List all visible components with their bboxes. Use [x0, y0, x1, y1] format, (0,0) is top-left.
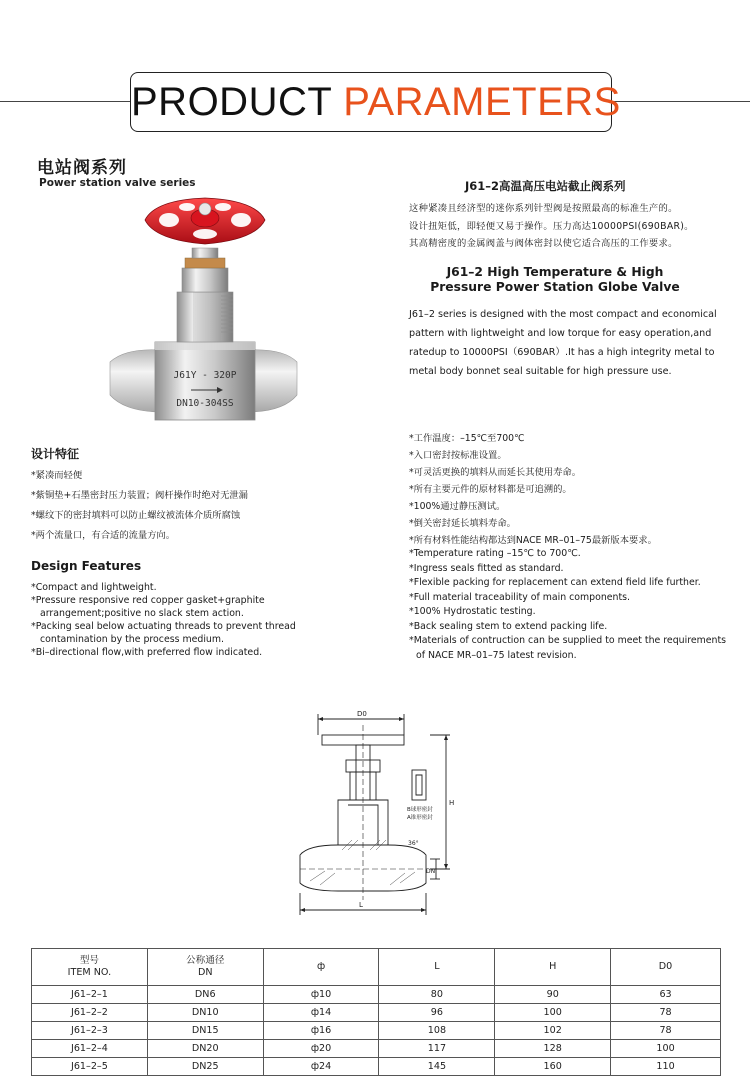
- intro-desc-en-line: J61–2 series is designed with the most compact and economical: [409, 309, 717, 320]
- intro-title-en-line2: Pressure Power Station Globe Valve: [430, 280, 680, 294]
- table-cell: J61–2–1: [32, 986, 148, 1004]
- spec-table: [31, 948, 721, 1076]
- page-title: [130, 72, 621, 132]
- table-cell: J61–2–4: [32, 1040, 148, 1058]
- list-item: *Flexible packing for replacement can extend field life further.: [409, 577, 701, 588]
- list-item: *Temperature rating –15℃ to 700℃.: [409, 548, 581, 559]
- design-features-list-en: [31, 581, 331, 659]
- table-cell: 110: [611, 1058, 721, 1076]
- table-cell: J61–2–3: [32, 1022, 148, 1040]
- specs-list-cn: [409, 430, 657, 549]
- table-row: [32, 1004, 721, 1022]
- table-cell: 160: [495, 1058, 611, 1076]
- intro-title-en: [410, 265, 700, 295]
- list-item: *Compact and lightweight.: [31, 582, 157, 593]
- table-cell: ф10: [263, 986, 379, 1004]
- list-item: *紧凑而轻便: [31, 470, 83, 481]
- header-item-no: [32, 949, 148, 986]
- table-cell: 90: [495, 986, 611, 1004]
- intro-desc-cn-line: 设计扭矩低，即轻便又易于操作。压力高达10000PSI(690BAR)。: [409, 220, 694, 232]
- list-item: *入口密封按标准设置。: [409, 450, 507, 461]
- table-cell: 63: [611, 986, 721, 1004]
- table-cell: ф16: [263, 1022, 379, 1040]
- intro-desc-en-line: ratedup to 10000PSI（690BAR）.It has a high integrity metal to: [409, 347, 715, 358]
- table-cell: 100: [611, 1040, 721, 1058]
- intro-desc-cn-line: 这种紧凑且经济型的迷你系列针型阀是按照最高的标准生产的。: [409, 203, 678, 214]
- table-cell: 102: [495, 1022, 611, 1040]
- table-row: [32, 1022, 721, 1040]
- engraving-line1: J61Y - 320P: [173, 370, 237, 381]
- header-d0: D0: [611, 949, 721, 986]
- table-cell: DN10: [147, 1004, 263, 1022]
- table-cell: DN15: [147, 1022, 263, 1040]
- table-cell: DN6: [147, 986, 263, 1004]
- list-item: *所有主要元件的原材料都是可追溯的。: [409, 484, 572, 495]
- product-photo: [105, 190, 305, 440]
- intro-desc-en: [409, 305, 745, 381]
- list-item: *Bi–directional flow,with preferred flow indicated.: [31, 647, 263, 658]
- design-features-list-cn: [31, 466, 248, 546]
- table-cell: 145: [379, 1058, 495, 1076]
- header-en: DN: [197, 967, 213, 978]
- intro-title-en-line1: J61–2 High Temperature & High: [446, 265, 664, 279]
- list-item: *Pressure responsive red copper gasket+graphite arrangement;positive no slack stem action.: [31, 595, 265, 619]
- dim-h: H: [449, 799, 455, 807]
- header-en: ITEM NO.: [67, 967, 112, 978]
- table-cell: 117: [379, 1040, 495, 1058]
- list-item: *Ingress seals fitted as standard.: [409, 562, 564, 574]
- list-item: *Packing seal below actuating threads to prevent thread contamination by the process medium.: [31, 621, 296, 645]
- table-row: [32, 986, 721, 1004]
- table-row: [32, 1040, 721, 1058]
- table-cell: 96: [379, 1004, 495, 1022]
- engraving-line2: DN10-304SS: [176, 398, 234, 409]
- design-features-heading-cn: 设计特征: [31, 447, 80, 461]
- intro-desc-en-line: metal body bonnet seal suitable for high pressure use.: [409, 366, 672, 377]
- header-cn: 型号: [79, 955, 99, 966]
- intro-desc-en-line: pattern with lightweight and low torque for easy operation,and: [409, 328, 712, 339]
- header-rule-left: [0, 101, 130, 102]
- table-cell: J61–2–2: [32, 1004, 148, 1022]
- seal-a-label: A锥形密封: [407, 815, 433, 821]
- table-cell: 78: [611, 1022, 721, 1040]
- table-header-row: [32, 949, 721, 986]
- table-cell: ф24: [263, 1058, 379, 1076]
- series-title-cn: 电站阀系列: [37, 158, 127, 178]
- list-item: *所有材料性能结构都达到NACE MR–01–75最新版本要求。: [409, 535, 657, 546]
- table-cell: DN20: [147, 1040, 263, 1058]
- list-item: *紫铜垫+石墨密封压力装置；阀杆操作时绝对无泄漏: [31, 490, 248, 501]
- list-item: *Full material traceability of main components.: [409, 591, 631, 603]
- header-cn: 公称通径: [186, 955, 225, 966]
- table-cell: 100: [495, 1004, 611, 1022]
- table-cell: J61–2–5: [32, 1058, 148, 1076]
- page-title-part2: PARAMETERS: [343, 80, 621, 124]
- table-cell: ф14: [263, 1004, 379, 1022]
- table-row: [32, 1058, 721, 1076]
- list-item: *100%通过静压测试。: [409, 501, 506, 512]
- list-item: *两个流量口，有合适的流量方向。: [31, 530, 176, 541]
- list-item: *Back sealing stem to extend packing life.: [409, 620, 608, 632]
- dim-dn: DN: [426, 868, 436, 875]
- list-item: *可灵活更换的填料从而延长其使用寿命。: [409, 467, 581, 478]
- header-l: L: [379, 949, 495, 986]
- dim-l: L: [359, 901, 363, 909]
- technical-drawing: [290, 705, 470, 920]
- table-cell: 78: [611, 1004, 721, 1022]
- intro-desc-cn: [409, 200, 749, 253]
- table-cell: 128: [495, 1040, 611, 1058]
- page-title-part1: PRODUCT: [131, 80, 332, 124]
- list-item: *倒关密封延长填料寿命。: [409, 518, 516, 529]
- design-features-heading-en: Design Features: [31, 559, 142, 573]
- table-cell: DN25: [147, 1058, 263, 1076]
- header-h: H: [495, 949, 611, 986]
- gland-nut: [182, 268, 228, 292]
- table-cell: 80: [379, 986, 495, 1004]
- header-dn: [147, 949, 263, 986]
- table-cell: 108: [379, 1022, 495, 1040]
- angle-label: 36°: [408, 840, 419, 847]
- list-item: *工作温度：–15℃至700℃: [409, 433, 525, 444]
- table-cell: ф20: [263, 1040, 379, 1058]
- intro-title-cn: J61–2高温高压电站截止阀系列: [465, 179, 626, 193]
- seal-b-label: B球形密封: [407, 807, 433, 813]
- list-item: *Materials of contruction can be supplied to meet the requirements of NACE MR–01–75 latest revision.: [409, 635, 727, 661]
- list-item: *100% Hydrostatic testing.: [409, 606, 536, 617]
- header-rule-right: [612, 101, 750, 102]
- intro-desc-cn-line: 其高精密度的金属阀盖与阀体密封以使它适合高压的工作要求。: [409, 238, 678, 249]
- dim-d0: D0: [357, 710, 367, 718]
- header-phi: ф: [263, 949, 379, 986]
- list-item: *螺纹下的密封填料可以防止螺纹被流体介质所腐蚀: [31, 510, 241, 521]
- specs-list-en: [409, 547, 734, 663]
- series-title-en: Power station valve series: [39, 177, 196, 189]
